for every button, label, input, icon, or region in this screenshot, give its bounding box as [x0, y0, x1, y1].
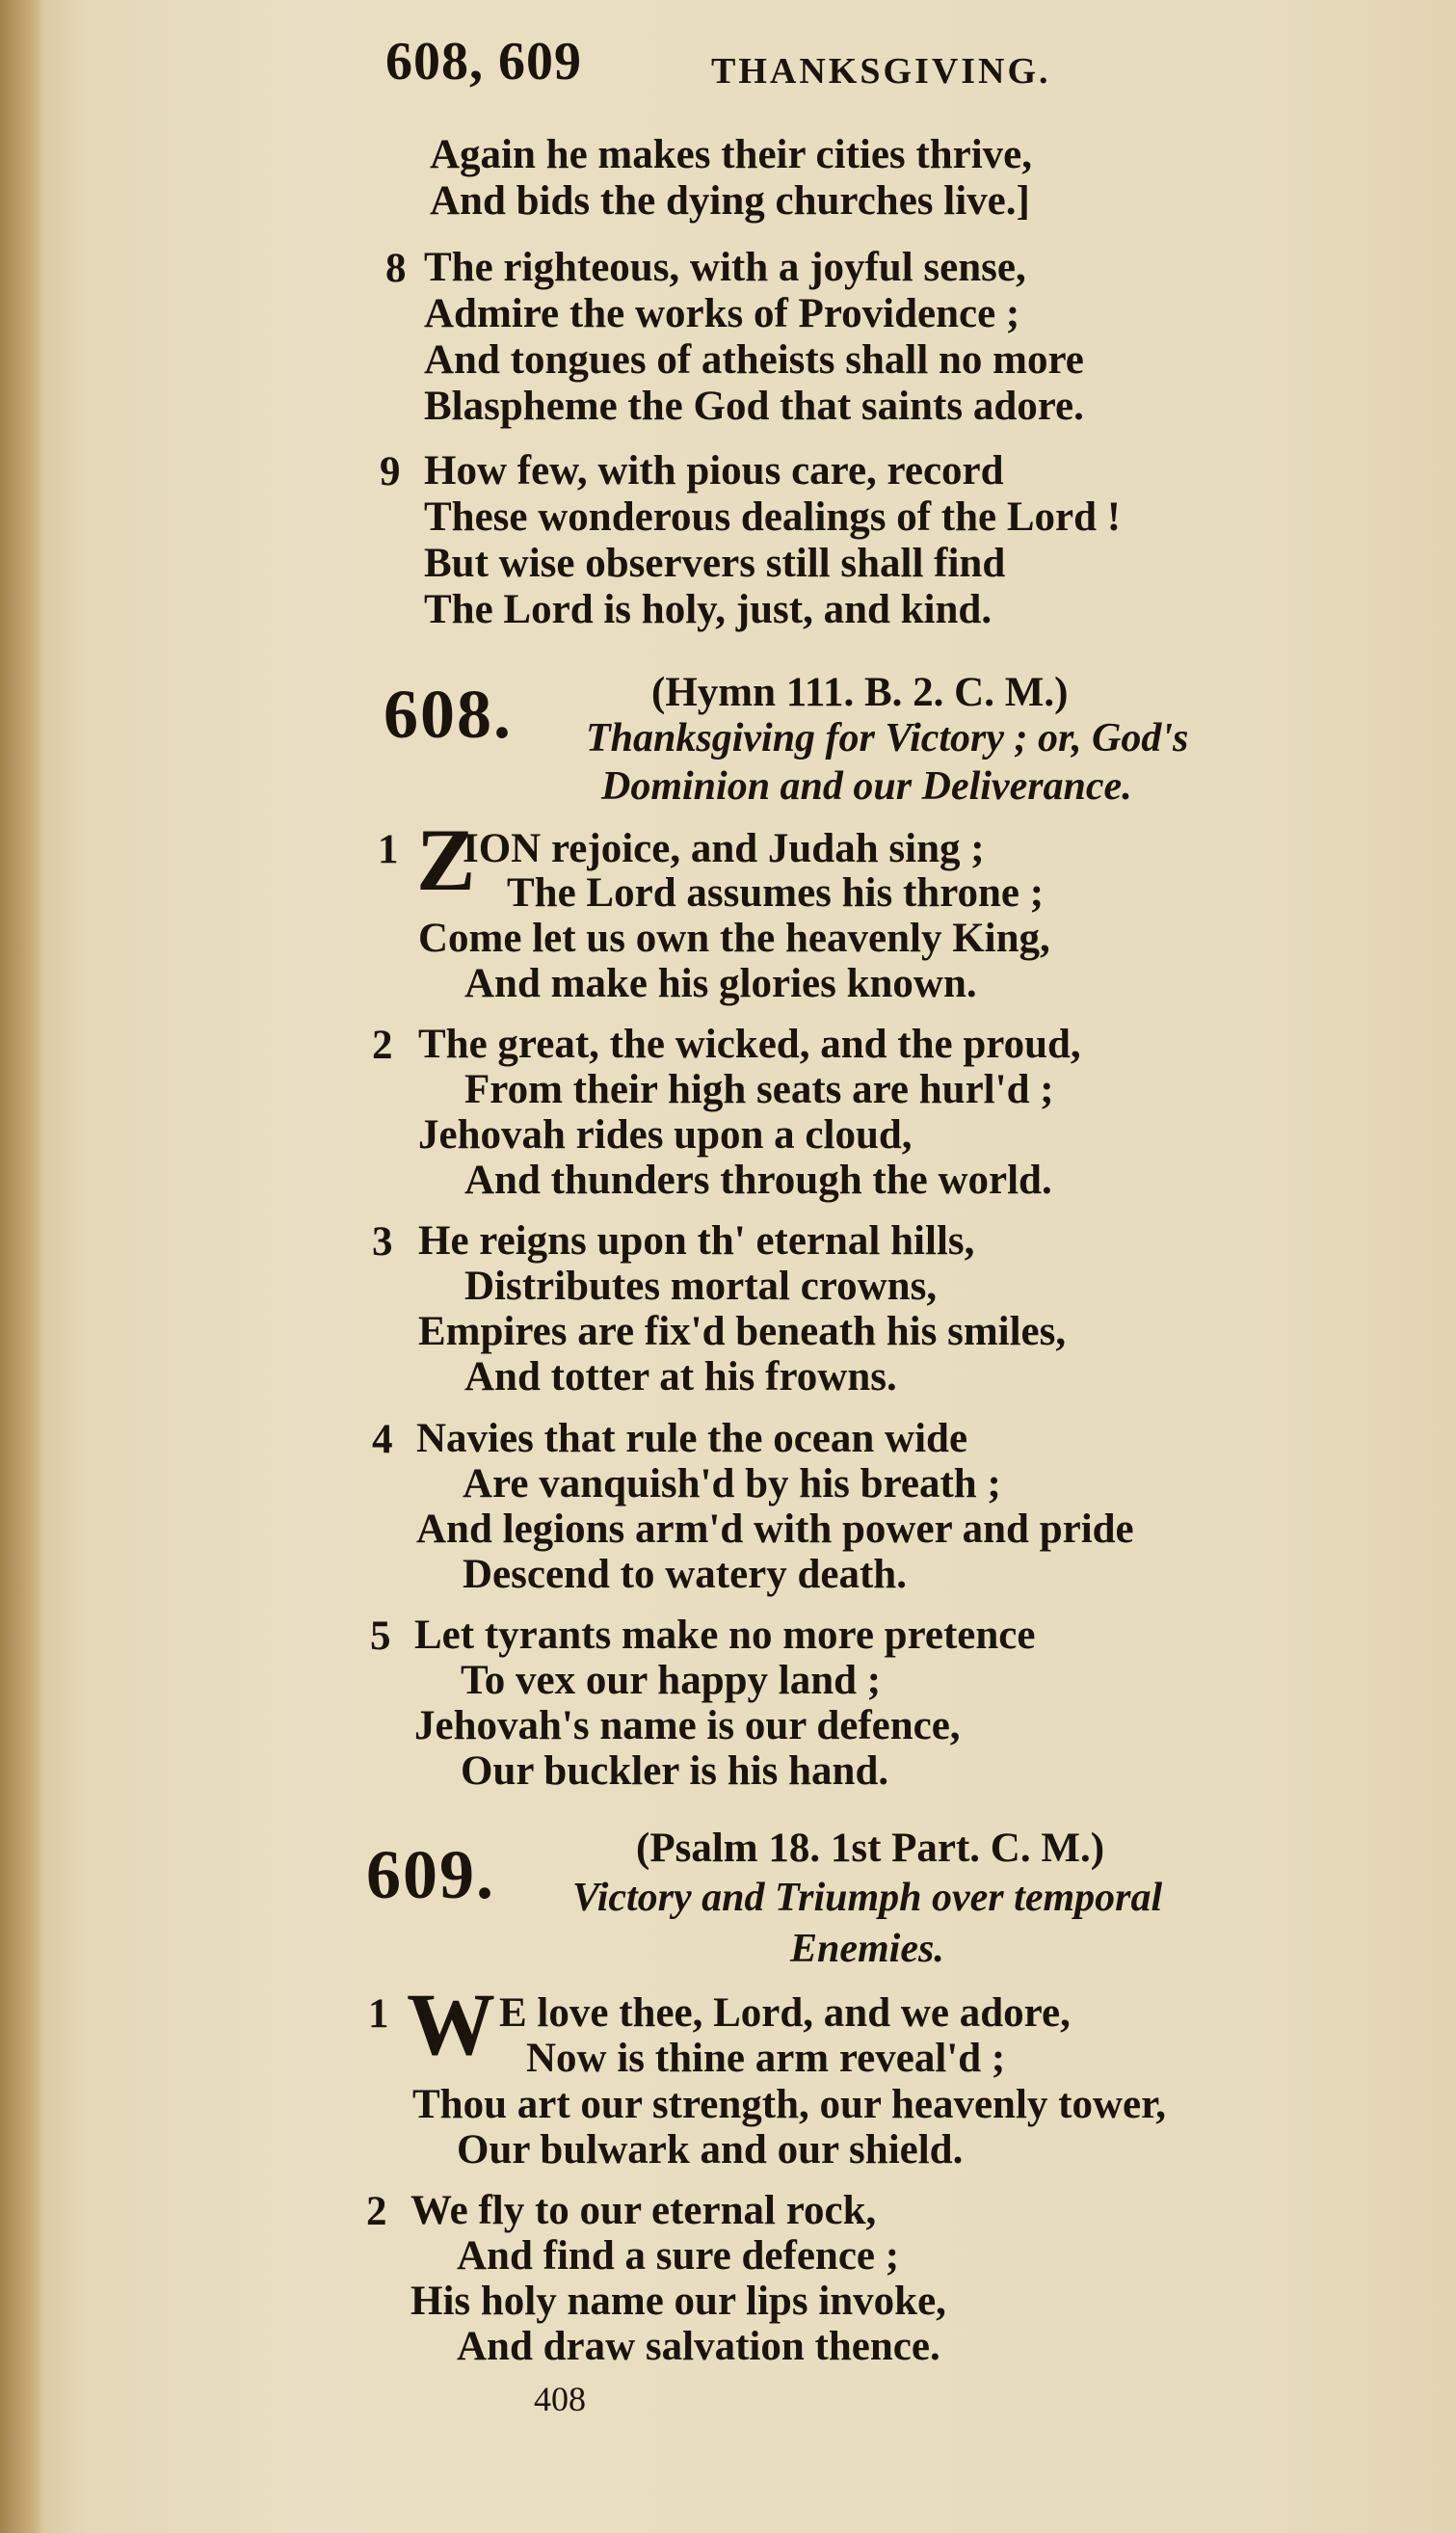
- footer-page-number: 408: [534, 2380, 586, 2418]
- drop-cap: Z: [416, 811, 476, 909]
- verse-line: To vex our happy land ;: [461, 1658, 882, 1703]
- continuation-line: And bids the dying churches live.]: [430, 178, 1030, 224]
- verse-line: And make his glories known.: [464, 961, 977, 1006]
- verse-line: Are vanquish'd by his breath ;: [463, 1461, 1001, 1506]
- hymn-meta: (Hymn 111. B. 2. C. M.): [651, 670, 1069, 715]
- header-section-title: THANKSGIVING.: [711, 51, 1051, 92]
- verse-line: Jehovah rides upon a cloud,: [418, 1112, 913, 1158]
- verse-line: And draw salvation thence.: [457, 2324, 940, 2369]
- continuation-line: Again he makes their cities thrive,: [430, 132, 1033, 177]
- verse-number: 8: [385, 246, 407, 291]
- verse-line: Let tyrants make no more pretence: [414, 1613, 1036, 1658]
- verse-line: Our buckler is his hand.: [461, 1748, 889, 1794]
- page-gutter-shadow: [0, 0, 44, 2533]
- hymn-subtitle: Dominion and our Deliverance.: [601, 764, 1132, 809]
- verse-line: His holy name our lips invoke,: [410, 2279, 946, 2324]
- verse-line: Navies that rule the ocean wide: [416, 1416, 968, 1461]
- hymn-number: 608.: [384, 676, 513, 753]
- verse-line: The great, the wicked, and the proud,: [418, 1022, 1081, 1067]
- verse-line: The righteous, with a joyful sense,: [424, 245, 1026, 290]
- verse-line: Thou art our strength, our heavenly tower,: [412, 2082, 1166, 2127]
- verse-line: And find a sure defence ;: [457, 2233, 900, 2279]
- hymn-meta: (Psalm 18. 1st Part. C. M.): [636, 1826, 1105, 1871]
- verse-line: Distributes mortal crowns,: [464, 1264, 938, 1309]
- verse-line: From their high seats are hurl'd ;: [464, 1067, 1054, 1112]
- verse-line: And thunders through the world.: [464, 1158, 1052, 1203]
- verse-number: 1: [378, 827, 399, 872]
- verse-line: E love thee, Lord, and we adore,: [499, 1990, 1071, 2036]
- verse-line: Blaspheme the God that saints adore.: [424, 384, 1084, 429]
- verse-line: He reigns upon th' eternal hills,: [418, 1218, 975, 1264]
- verse-line: And tongues of atheists shall no more: [424, 337, 1084, 383]
- verse-line: The Lord assumes his throne ;: [507, 870, 1045, 916]
- verse-number: 2: [372, 1023, 393, 1068]
- verse-line: ION rejoice, and Judah sing ;: [463, 826, 985, 871]
- verse-line: Our bulwark and our shield.: [457, 2127, 964, 2173]
- verse-line: We fly to our eternal rock,: [410, 2188, 877, 2233]
- verse-number: 4: [372, 1417, 393, 1462]
- hymn-subtitle: Victory and Triumph over temporal: [572, 1876, 1163, 1920]
- verse-line: The Lord is holy, just, and kind.: [424, 587, 993, 632]
- hymn-subtitle: Enemies.: [790, 1927, 944, 1971]
- verse-number: 1: [368, 1991, 389, 2037]
- verse-line: Come let us own the heavenly King,: [418, 916, 1050, 961]
- verse-number: 9: [380, 449, 401, 494]
- verse-line: But wise observers still shall find: [424, 541, 1006, 586]
- verse-line: Descend to watery death.: [463, 1552, 907, 1597]
- verse-line: And totter at his frowns.: [464, 1354, 897, 1400]
- verse-number: 5: [370, 1613, 391, 1659]
- verse-line: Now is thine arm reveal'd ;: [526, 2036, 1006, 2081]
- verse-line: These wonderous dealings of the Lord !: [424, 494, 1122, 540]
- hymn-number: 609.: [366, 1836, 495, 1913]
- verse-line: Admire the works of Providence ;: [424, 291, 1020, 336]
- verse-number: 2: [366, 2189, 387, 2234]
- drop-cap: W: [407, 1975, 495, 2073]
- header-page-numbers: 608, 609: [385, 32, 582, 92]
- hymn-subtitle: Thanksgiving for Victory ; or, God's: [586, 716, 1189, 760]
- verse-number: 3: [372, 1219, 393, 1265]
- verse-line: Empires are fix'd beneath his smiles,: [418, 1309, 1067, 1354]
- verse-line: How few, with pious care, record: [424, 448, 1004, 493]
- verse-line: Jehovah's name is our defence,: [414, 1703, 961, 1748]
- verse-line: And legions arm'd with power and pride: [416, 1506, 1134, 1552]
